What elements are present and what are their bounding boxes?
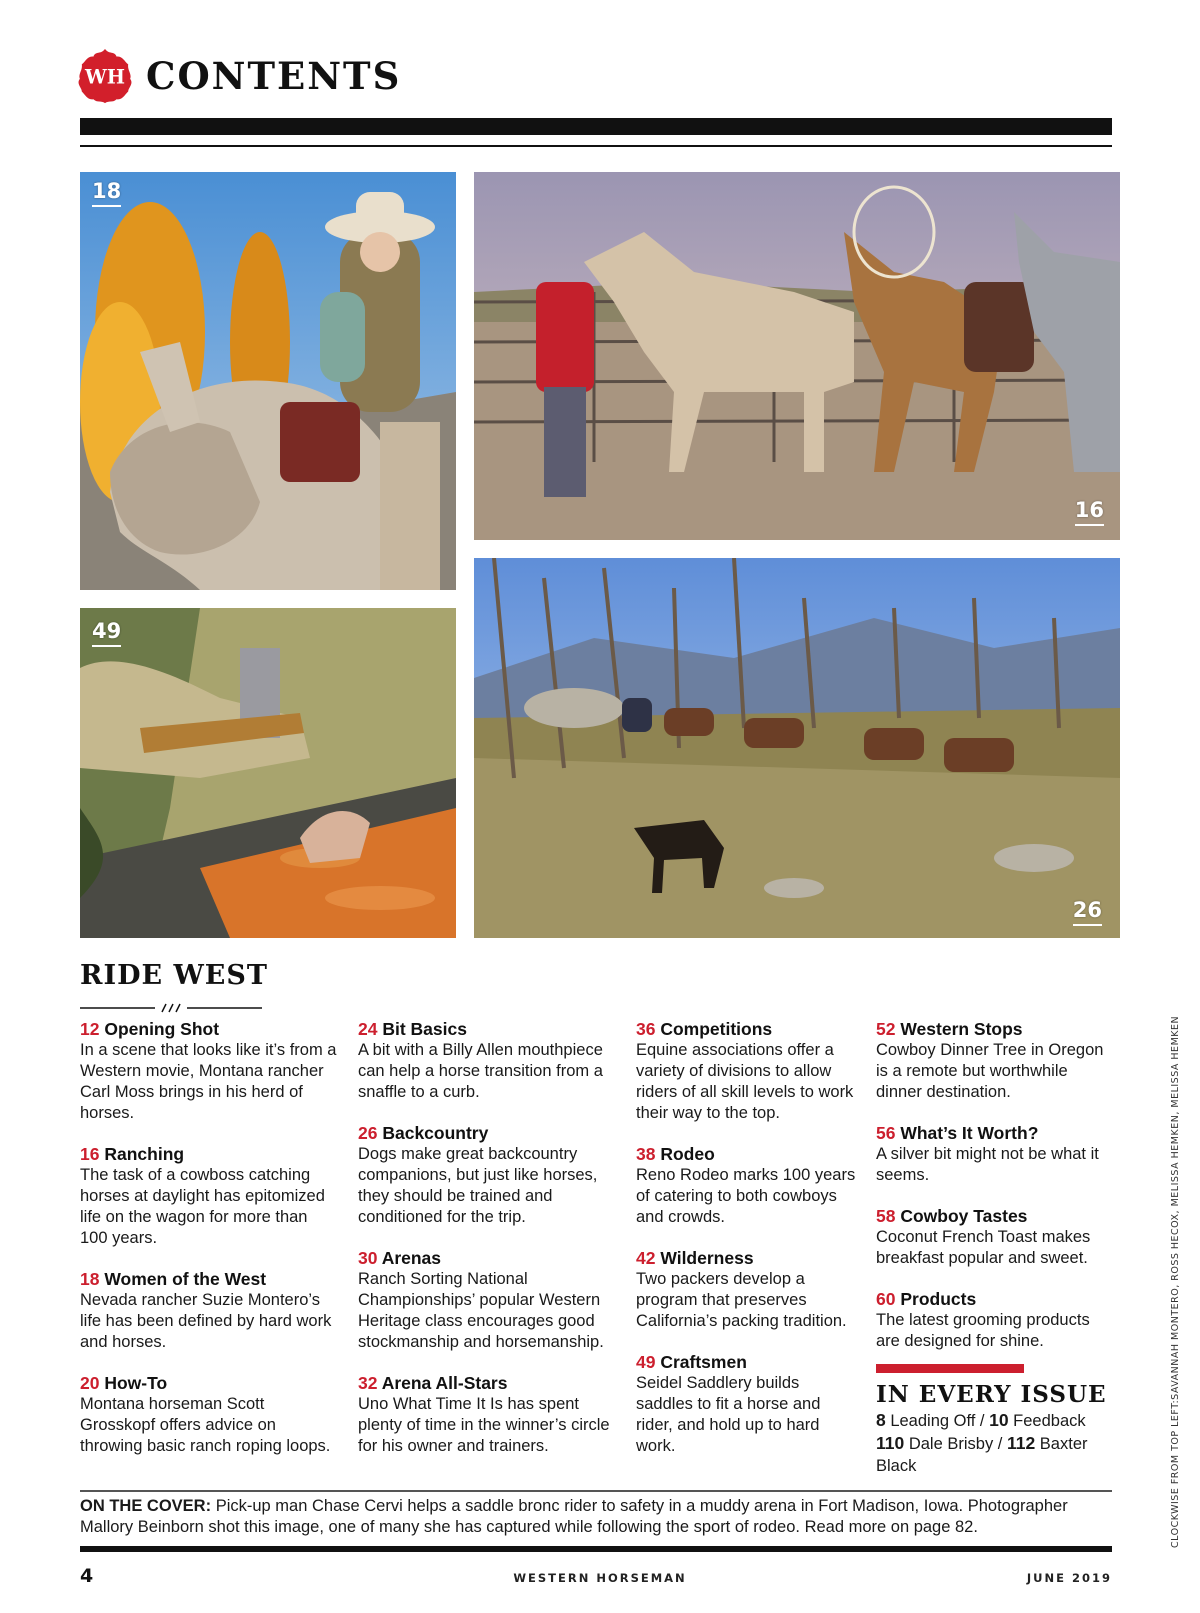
toc-entry[interactable] <box>636 1018 856 1124</box>
toc-entry[interactable] <box>358 1372 614 1457</box>
entry-description: Seidel Saddlery builds saddles to fit a horse and rider, and hold up to hard work. <box>636 1374 821 1455</box>
every-issue-page: 110 <box>876 1433 905 1453</box>
entry-page-number: 49 <box>636 1352 656 1372</box>
header-rule-thick <box>80 118 1112 135</box>
entry-description: Montana horseman Scott Grosskopf offers advice on throwing basic ranch roping loops. <box>80 1395 331 1455</box>
photo-page-number: 16 <box>1075 499 1104 526</box>
entry-page-number: 42 <box>636 1248 656 1268</box>
header-rule-thin <box>80 145 1112 147</box>
toc-entry[interactable] <box>358 1247 614 1353</box>
toc-entry[interactable] <box>876 1205 1116 1269</box>
entry-description: The latest grooming products are designed for shine. <box>876 1311 1090 1350</box>
every-issue-label[interactable]: Leading Off <box>890 1412 976 1430</box>
entry-title: Western Stops <box>900 1019 1023 1039</box>
photo-page-number: 49 <box>92 620 121 647</box>
entry-title: Wilderness <box>660 1248 754 1268</box>
toc-entry[interactable] <box>358 1018 614 1103</box>
every-issue-accent-bar <box>876 1364 1024 1373</box>
toc-column-2 <box>358 1018 614 1476</box>
photo-craftsmen[interactable] <box>80 608 456 938</box>
entry-description: Dogs make great backcountry companions, but just like horses, they should be trained and conditioned for the trip. <box>358 1145 598 1226</box>
toc-entry[interactable] <box>80 1018 338 1124</box>
entry-description: The task of a cowboss catching horses at daylight has epitomized life on the wagon for more than 100 years. <box>80 1166 325 1247</box>
entry-title: Arenas <box>381 1248 442 1268</box>
section-title: RIDE WEST <box>80 960 268 991</box>
toc-entry[interactable] <box>80 1268 338 1353</box>
entry-description: Equine associations offer a variety of divisions to allow riders of all skill levels to work their way to the top. <box>636 1041 854 1122</box>
toc-entry[interactable] <box>80 1143 338 1249</box>
toc-entry[interactable] <box>876 1288 1116 1352</box>
every-issue-page: 112 <box>1006 1433 1036 1453</box>
toc-entry[interactable] <box>80 1372 338 1457</box>
entry-page-number: 20 <box>80 1373 100 1393</box>
every-issue-label[interactable]: Dale Brisby <box>908 1435 994 1453</box>
entry-page-number: 52 <box>876 1019 896 1039</box>
every-issue-title: IN EVERY ISSUE <box>876 1381 1107 1408</box>
photo-ranching[interactable] <box>474 172 1120 540</box>
cover-note <box>80 1496 1112 1538</box>
entry-description: Two packers develop a program that preserves California’s packing tradition. <box>636 1270 847 1330</box>
entry-page-number: 18 <box>80 1269 100 1289</box>
entry-page-number: 58 <box>876 1206 896 1226</box>
entry-page-number: 60 <box>876 1289 896 1309</box>
entry-page-number: 12 <box>80 1019 100 1039</box>
toc-entry[interactable] <box>876 1018 1116 1103</box>
entry-description: In a scene that looks like it’s from a Western movie, Montana rancher Carl Moss brings in his herd of horses. <box>80 1041 337 1122</box>
cover-note-label: ON THE COVER: <box>80 1497 212 1515</box>
entry-title: Competitions <box>660 1019 773 1039</box>
every-issue-line: 8 Leading Off / 10 Feedback <box>876 1410 1086 1430</box>
wh-logo <box>76 47 134 105</box>
page-title: CONTENTS <box>146 54 402 98</box>
entry-page-number: 30 <box>358 1248 378 1268</box>
photo-page-number: 26 <box>1073 899 1102 926</box>
entry-page-number: 56 <box>876 1123 896 1143</box>
photo-page-number: 18 <box>92 180 121 207</box>
entry-title: Bit Basics <box>382 1019 467 1039</box>
entry-title: Backcountry <box>382 1123 489 1143</box>
entry-title: Ranching <box>104 1144 185 1164</box>
toc-entry[interactable] <box>636 1143 856 1228</box>
every-issue-label[interactable]: Feedback <box>1013 1412 1086 1430</box>
photo-backcountry[interactable] <box>474 558 1120 938</box>
toc-column-4 <box>876 1018 1116 1477</box>
entry-title: What’s It Worth? <box>900 1123 1039 1143</box>
entry-title: Women of the West <box>104 1269 267 1289</box>
entry-title: Rodeo <box>660 1144 715 1164</box>
entry-page-number: 32 <box>358 1373 378 1393</box>
entry-description: A bit with a Billy Allen mouthpiece can help a horse transition from a snaffle to a curb. <box>358 1041 603 1101</box>
entry-page-number: 24 <box>358 1019 378 1039</box>
entry-title: How-To <box>104 1373 168 1393</box>
logo-text: WH <box>85 65 125 89</box>
entry-title: Craftsmen <box>660 1352 747 1372</box>
cover-note-rule-top <box>80 1490 1112 1492</box>
magazine-name: WESTERN HORSEMAN <box>513 1571 687 1585</box>
entry-page-number: 36 <box>636 1019 656 1039</box>
entry-title: Opening Shot <box>104 1019 220 1039</box>
entry-title: Products <box>900 1289 977 1309</box>
toc-column-1 <box>80 1018 338 1476</box>
toc-entry[interactable] <box>636 1247 856 1332</box>
entry-page-number: 16 <box>80 1144 100 1164</box>
entry-title: Arena All-Stars <box>381 1373 508 1393</box>
section-divider <box>80 1003 262 1013</box>
entry-description: Coconut French Toast makes breakfast popular and sweet. <box>876 1228 1091 1267</box>
cover-note-rule-bottom <box>80 1546 1112 1552</box>
issue-date: JUNE 2019 <box>1026 1571 1112 1585</box>
toc-entry[interactable] <box>876 1122 1116 1186</box>
photo-women-of-the-west[interactable] <box>80 172 456 590</box>
every-issue-page: 10 <box>989 1410 1009 1430</box>
entry-description: Nevada rancher Suzie Montero’s life has been defined by hard work and horses. <box>80 1291 332 1351</box>
entry-description: A silver bit might not be what it seems. <box>876 1145 1099 1184</box>
cover-note-text: Pick-up man Chase Cervi helps a saddle bronc rider to safety in a muddy arena in Fort Madison, Iowa. Photographer Mallory Beinborn shot this image, one of many she has captured while following the sport of rodeo. Read more on page 82. <box>80 1497 1068 1536</box>
every-issue-line: 110 Dale Brisby / 112 Baxter Black <box>876 1433 1088 1475</box>
entry-title: Cowboy Tastes <box>900 1206 1028 1226</box>
photo-credit: CLOCKWISE FROM TOP LEFT:SAVANNAH MONTERO, ROSS HECOX, MELISSA HEMKEN, MELISSA HEMKEN <box>1170 1015 1181 1548</box>
toc-column-3 <box>636 1018 856 1476</box>
page-folio: 4 <box>80 1565 94 1587</box>
toc-entry[interactable] <box>636 1351 856 1457</box>
entry-description: Uno What Time It Is has spent plenty of time in the winner’s circle for his owner and trainers. <box>358 1395 610 1455</box>
entry-description: Reno Rodeo marks 100 years of catering to both cowboys and crowds. <box>636 1166 856 1226</box>
entry-page-number: 26 <box>358 1123 378 1143</box>
toc-entry[interactable] <box>358 1122 614 1228</box>
entry-description: Cowboy Dinner Tree in Oregon is a remote but worthwhile dinner destination. <box>876 1041 1104 1101</box>
entry-page-number: 38 <box>636 1144 656 1164</box>
every-issue-page: 8 <box>876 1410 886 1430</box>
every-issue-label[interactable]: Baxter Black <box>876 1435 1088 1475</box>
entry-description: Ranch Sorting National Championships’ popular Western Heritage class encourages good stockmanship and horsemanship. <box>358 1270 604 1351</box>
